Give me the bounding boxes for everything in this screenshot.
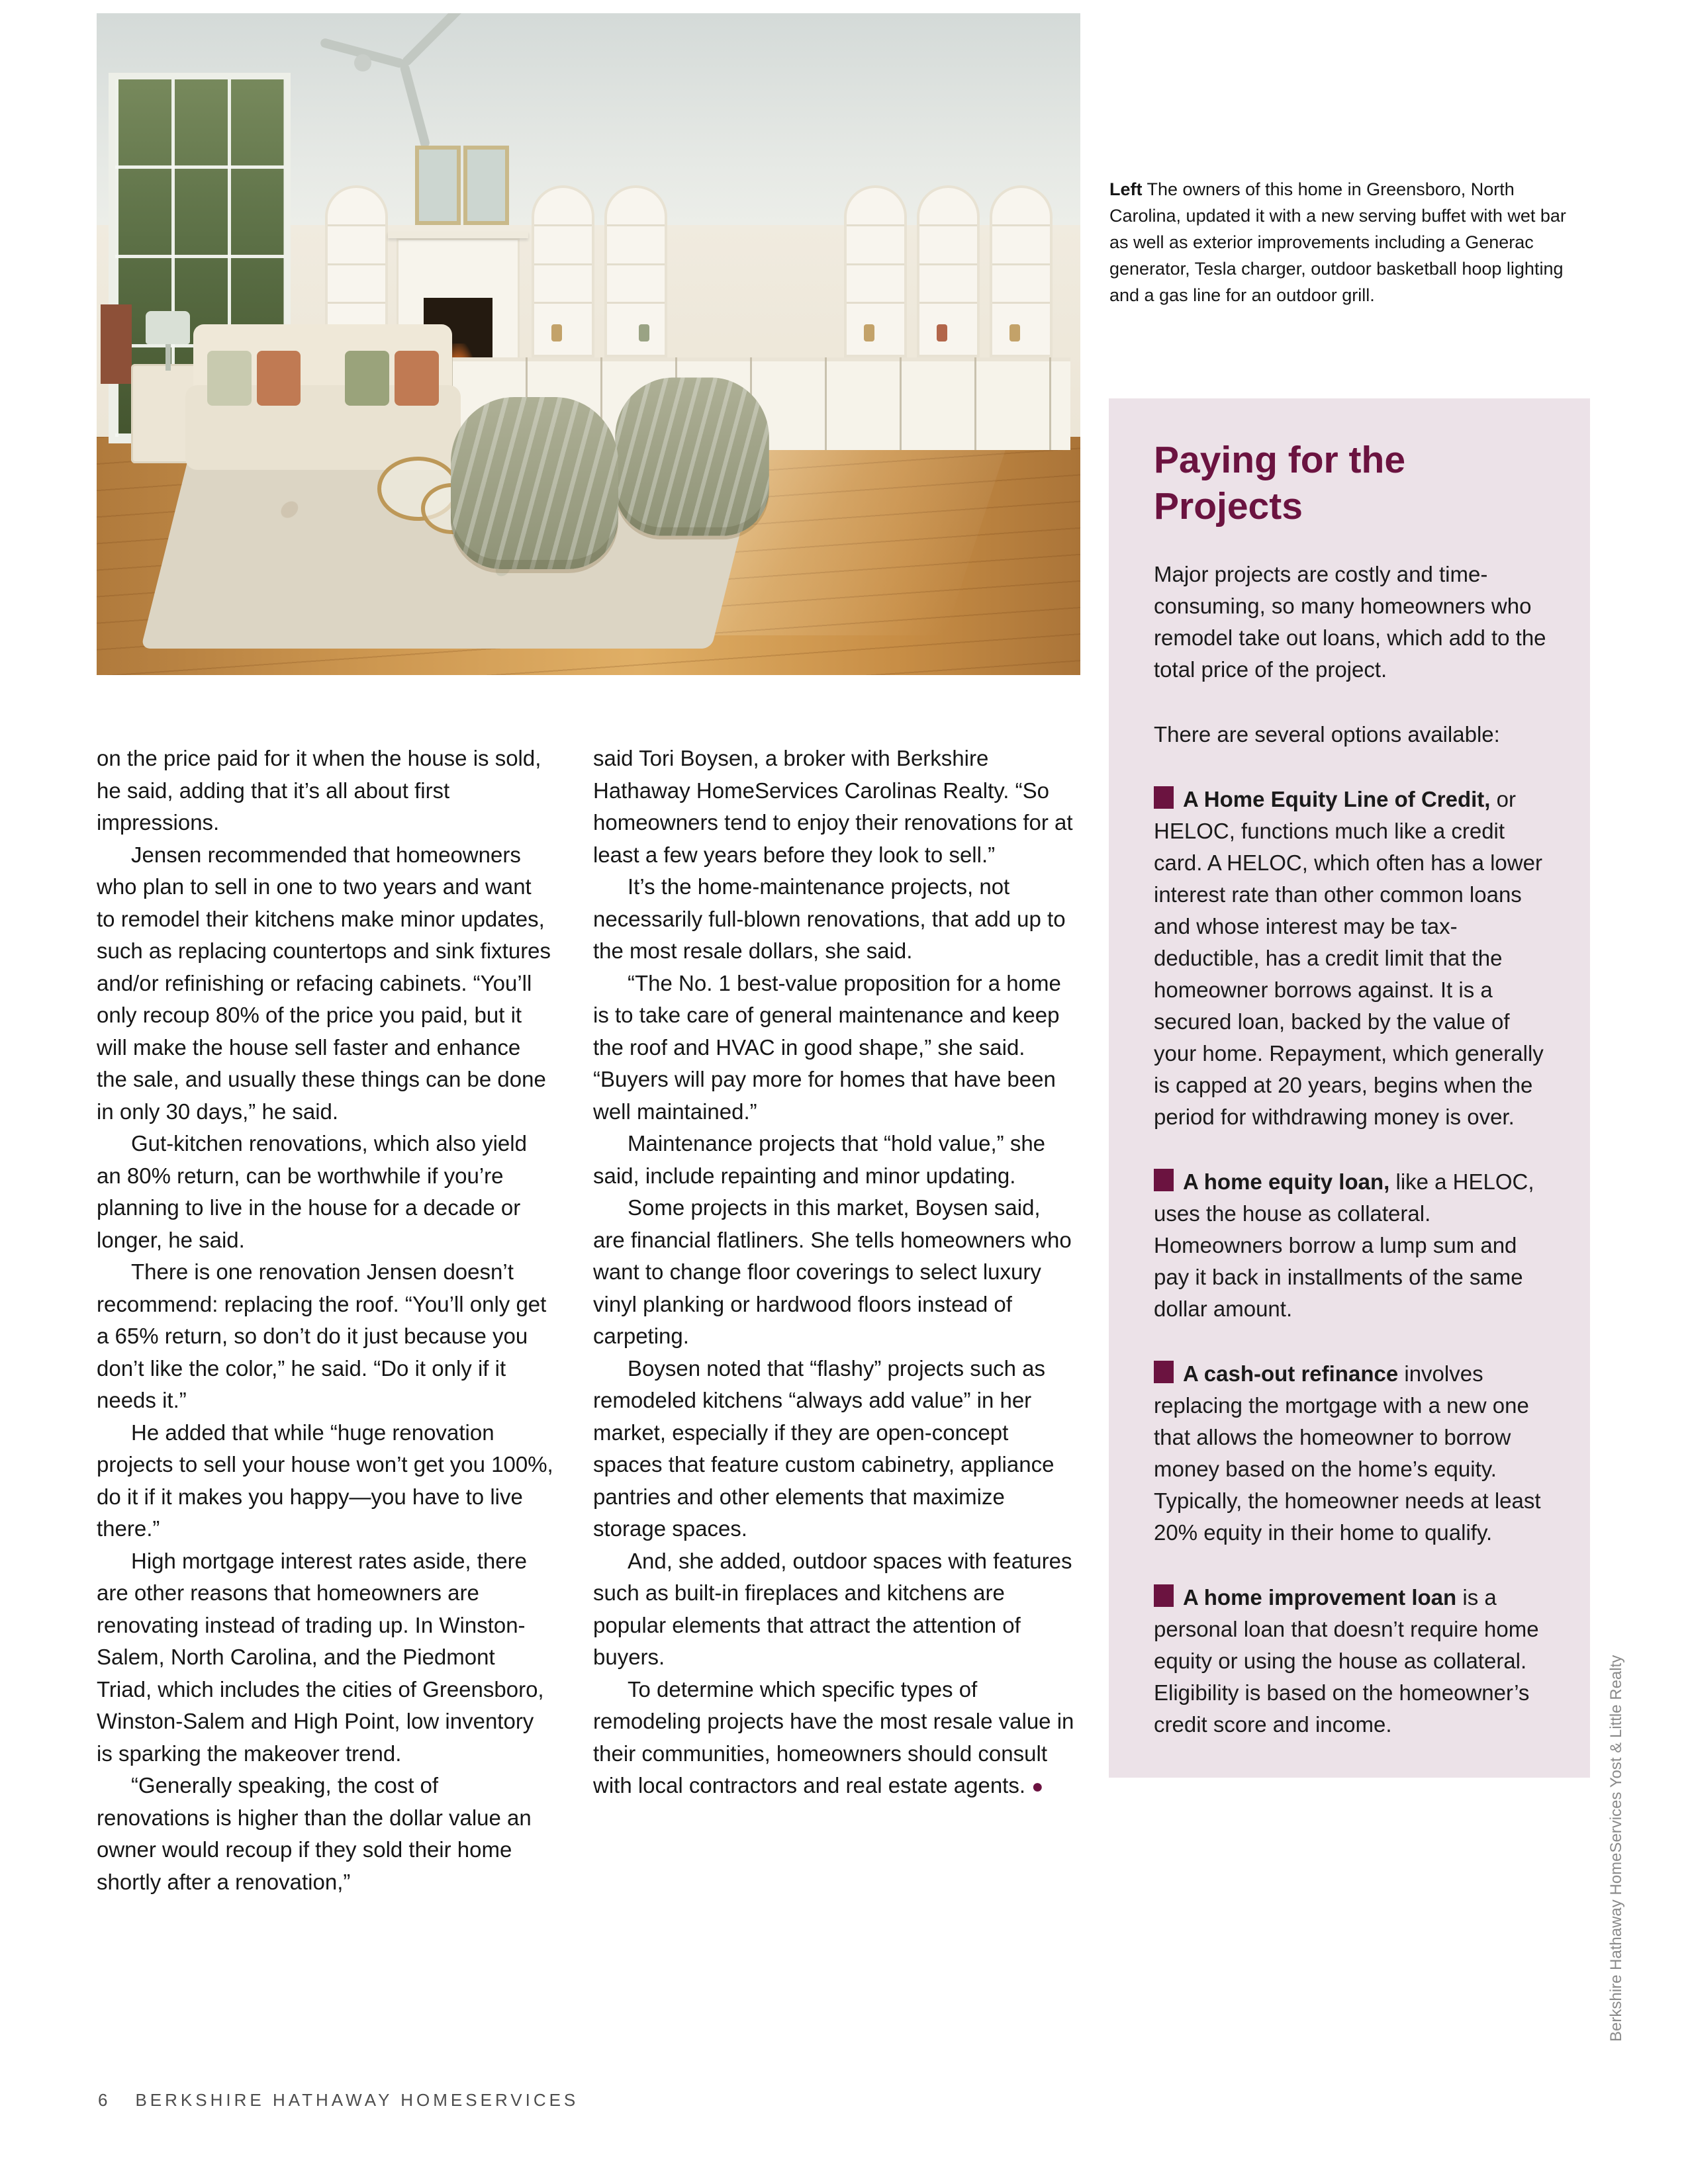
arched-bookcase	[844, 185, 907, 357]
arched-bookcase	[532, 185, 594, 357]
bullet-square-icon	[1154, 786, 1174, 809]
framed-art	[415, 146, 460, 225]
article-paragraph: High mortgage interest rates aside, there are other reasons that homeowners are renovating instead of trading up. In Winston-Salem, North Carolina, and the Piedmont Triad, which includes the cities of Greensboro, Winston-Salem and High Point, low inventory is sparking the makeover trend.	[97, 1548, 544, 1766]
article-paragraph: Some projects in this market, Boysen said, are financial flatliners. She tells homeowners who want to change floor coverings to select luxury vinyl planking or hardwood floors instead of carpeting.	[593, 1195, 1072, 1348]
listing-photo	[97, 13, 1080, 675]
mantel	[388, 232, 528, 238]
swivel-chair	[451, 397, 618, 569]
article-paragraph: Maintenance projects that “hold value,” she said, include repainting and minor updating.	[593, 1131, 1046, 1188]
article-paragraph: He added that while “huge renovation projects to sell your house won’t get you 100%, do it if it makes you happy—you have to live there.”	[97, 1420, 553, 1541]
article-paragraph: Boysen noted that “flashy” projects such as remodeled kitchens “always add value” in her market, especially if they are open-concept spaces that feature custom cabinetry, appliance pantries and other elements that maximize storage spaces.	[593, 1355, 1055, 1541]
article-paragraph: Jensen recommended that homeowners who plan to sell in one to two years and want to remodel their kitchens make minor updates, such as replacing countertops and sink fixtures and/or refinishing or refacing cabinets. “You’ll only recoup 80% of the price you paid, but it will make the house sell faster and enhance the sale, and usually these things can be done in only 30 days,” he said.	[97, 842, 551, 1124]
article-column-2	[593, 743, 1076, 1803]
article-paragraph: “The No. 1 best-value proposition for a home is to take care of general maintenance and keep the roof and HVAC in good shape,” she said. “Buyers will pay more for homes that have been well maintained.”	[593, 970, 1061, 1124]
sofa	[185, 324, 461, 470]
page-footer	[98, 2090, 579, 2111]
sidebar-bullet-home-equity-loan: A home equity loan, like a HELOC, uses the house as collateral. Homeowners borrow a lump sum and pay it back in installments of the same dollar amount.	[1154, 1169, 1534, 1321]
sidebar-bullet-home-improvement-loan: A home improvement loan is a personal loan that doesn’t require home equity or using the house as collateral. Eligibility is based on the homeowner’s credit score and income.	[1154, 1585, 1539, 1737]
table-lamp	[146, 311, 190, 371]
footer-brand: BERKSHIRE HATHAWAY HOMESERVICES	[135, 2090, 579, 2110]
article-paragraph: It’s the home-maintenance projects, not necessarily full-blown renovations, that add up to the most resale dollars, she said.	[593, 874, 1066, 963]
pillow	[257, 351, 301, 406]
article-paragraph: There is one renovation Jensen doesn’t recommend: replacing the roof. “You’ll only get a 65% return, so don’t do it just because you don’t like the color,” he said. “Do it only if it needs it.”	[97, 1259, 547, 1412]
photo-brick-pillar	[101, 304, 132, 384]
framed-art	[463, 146, 508, 225]
swivel-chair	[615, 377, 769, 535]
bullet-square-icon	[1154, 1361, 1174, 1383]
sidebar-title: Paying for the Projects	[1154, 439, 1406, 527]
sidebar-paying-for-projects	[1109, 398, 1590, 1778]
arched-bookcase	[917, 185, 980, 357]
pillow	[345, 351, 389, 406]
article-column-1	[97, 743, 555, 1898]
arched-bookcase	[604, 185, 667, 357]
article-paragraph: Gut-kitchen renovations, which also yield an 80% return, can be worthwhile if you’re planning to live in the house for a decade or longer, he said.	[97, 1131, 527, 1252]
bullet-square-icon	[1154, 1169, 1174, 1191]
sidebar-bullet-heloc: A Home Equity Line of Credit, or HELOC, functions much like a credit card. A HELOC, which often has a lower interest rate than other common loans and whose interest may be tax-deductible, has a credit limit that the homeowner borrows against. It is a secured loan, backed by the value of your home. Repayment, which generally is capped at 20 years, begins when the period for withdrawing money is over.	[1154, 787, 1544, 1129]
page-number: 6	[98, 2090, 108, 2110]
article-paragraph: on the price paid for it when the house is sold, he said, adding that it’s all about first impressions.	[97, 746, 541, 835]
bullet-square-icon	[1154, 1584, 1174, 1607]
article-paragraph: “Generally speaking, the cost of renovations is higher than the dollar value an owner would recoup if they sold their home shortly after a renovation,”	[97, 1773, 532, 1894]
sidebar-bullet-cash-out-refinance: A cash-out refinance involves replacing the mortgage with a new one that allows the homeowner to borrow money based on the home’s equity. Typically, the homeowner needs at least 20% equity in their home to qualify.	[1154, 1361, 1541, 1545]
pillow	[395, 351, 439, 406]
arched-bookcase	[990, 185, 1053, 357]
sidebar-options-lead: There are several options available:	[1154, 722, 1500, 747]
caption-label: Left	[1109, 179, 1143, 199]
photo-credit: Berkshire Hathaway HomeServices Yost & Little Realty	[1607, 1655, 1625, 2042]
caption-text: The owners of this home in Greensboro, North Carolina, updated it with a new serving buffet with wet bar as well as exterior improvements including a Generac generator, Tesla charger, outdoor basketball hoop lighting and a gas line for an outdoor grill.	[1109, 179, 1566, 305]
article-end-mark: ●	[1031, 1776, 1044, 1797]
pillow	[207, 351, 252, 406]
sidebar-intro: Major projects are costly and time-consuming, so many homeowners who remodel take out loans, which add to the total price of the project.	[1154, 562, 1546, 682]
article-paragraph: said Tori Boysen, a broker with Berkshire Hathaway HomeServices Carolinas Realty. “So homeowners tend to enjoy their renovations for at least a few years before they look to sell.”	[593, 746, 1073, 867]
photo-caption	[1109, 176, 1577, 308]
article-paragraph: And, she added, outdoor spaces with features such as built-in fireplaces and kitchens are popular elements that attract the attention of buyers.	[593, 1548, 1072, 1669]
article-paragraph: To determine which specific types of remodeling projects have the most resale value in their communities, homeowners should consult with local contractors and real estate agents. ●	[593, 1676, 1074, 1797]
